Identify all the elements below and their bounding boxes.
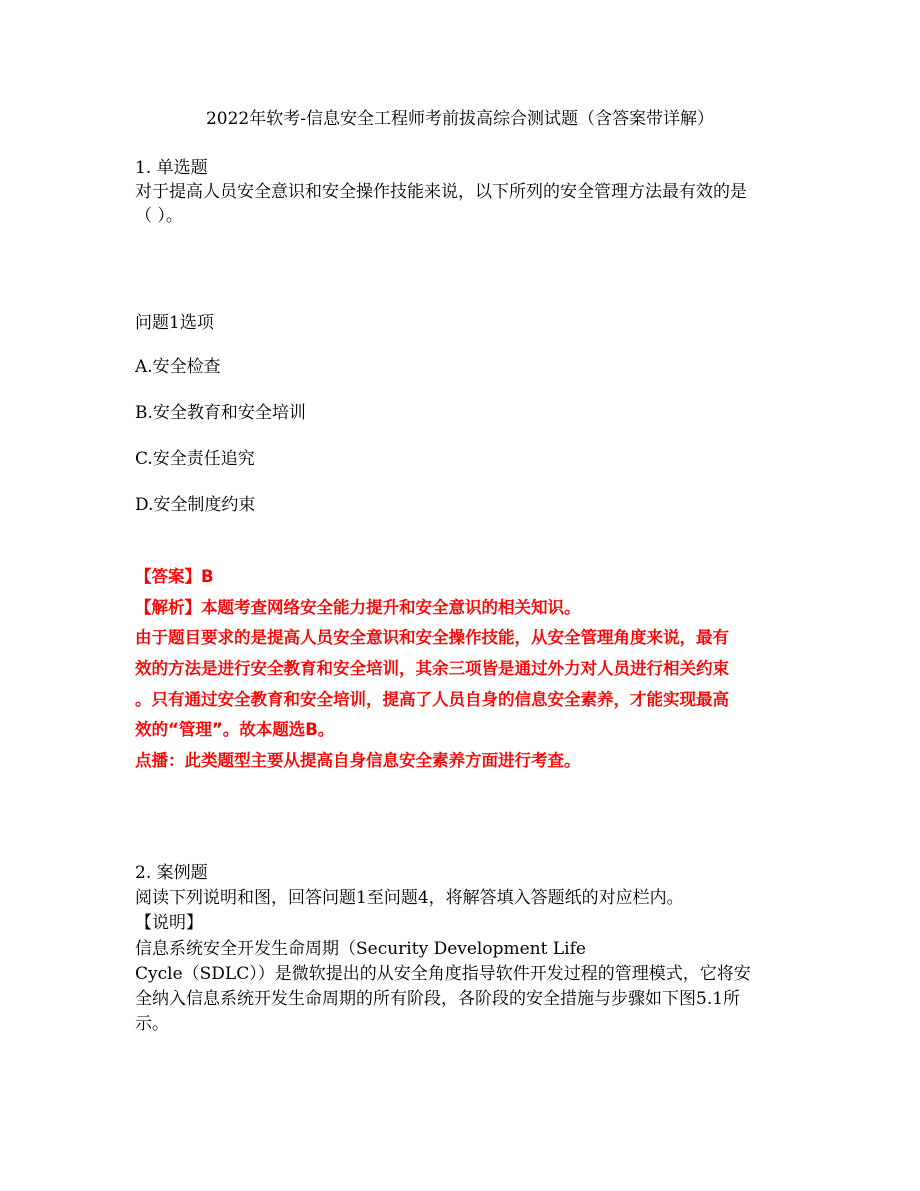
question-2-line-1: 阅读下列说明和图，回答问题1至问题4，将解答填入答题纸的对应栏内。	[135, 888, 684, 908]
question-1-analysis-line-2: 由于题目要求的是提高人员安全意识和安全操作技能，从安全管理角度来说，最有	[135, 628, 729, 647]
question-2-line-2: 【说明】	[135, 913, 203, 933]
question-1-heading: 1. 单选题	[135, 158, 208, 178]
question-1-analysis-line-5: 效的“管理”。故本题选B。	[135, 720, 335, 739]
question-1-option-b: B.安全教育和安全培训	[135, 403, 306, 423]
question-1-stem-line-2: （ ）。	[135, 206, 183, 226]
question-1-analysis-line-1: 【解析】本题考查网络安全能力提升和安全意识的相关知识。	[135, 598, 581, 617]
question-1-analysis-line-4: 。只有通过安全教育和安全培训，提高了人员自身的信息安全素养，才能实现最高	[135, 690, 729, 709]
question-1-analysis-line-6: 点播：此类题型主要从提高自身信息安全素养方面进行考查。	[135, 751, 581, 770]
question-1-options-label: 问题1选项	[135, 313, 214, 333]
question-1-answer: 【答案】B	[135, 567, 214, 586]
document-title: 2022年软考-信息安全工程师考前拔高综合测试题（含答案带详解）	[205, 109, 714, 129]
question-2-line-3: 信息系统安全开发生命周期（Security Development Life	[135, 939, 586, 959]
question-2-heading: 2. 案例题	[135, 863, 208, 883]
question-1-option-d: D.安全制度约束	[135, 495, 256, 515]
question-2-line-6: 示。	[135, 1014, 169, 1034]
question-1-option-a: A.安全检查	[135, 357, 221, 377]
question-2-line-4: Cycle（SDLC））是微软提出的从安全角度指导软件开发过程的管理模式，它将安	[135, 964, 751, 984]
question-1-option-c: C.安全责任追究	[135, 449, 255, 469]
question-1-stem-line-1: 对于提高人员安全意识和安全操作技能来说，以下所列的安全管理方法最有效的是	[135, 182, 747, 202]
question-1-analysis-line-3: 效的方法是进行安全教育和安全培训，其余三项皆是通过外力对人员进行相关约束	[135, 659, 729, 678]
question-2-line-5: 全纳入信息系统开发生命周期的所有阶段，各阶段的安全措施与步骤如下图5.1所	[135, 989, 741, 1009]
